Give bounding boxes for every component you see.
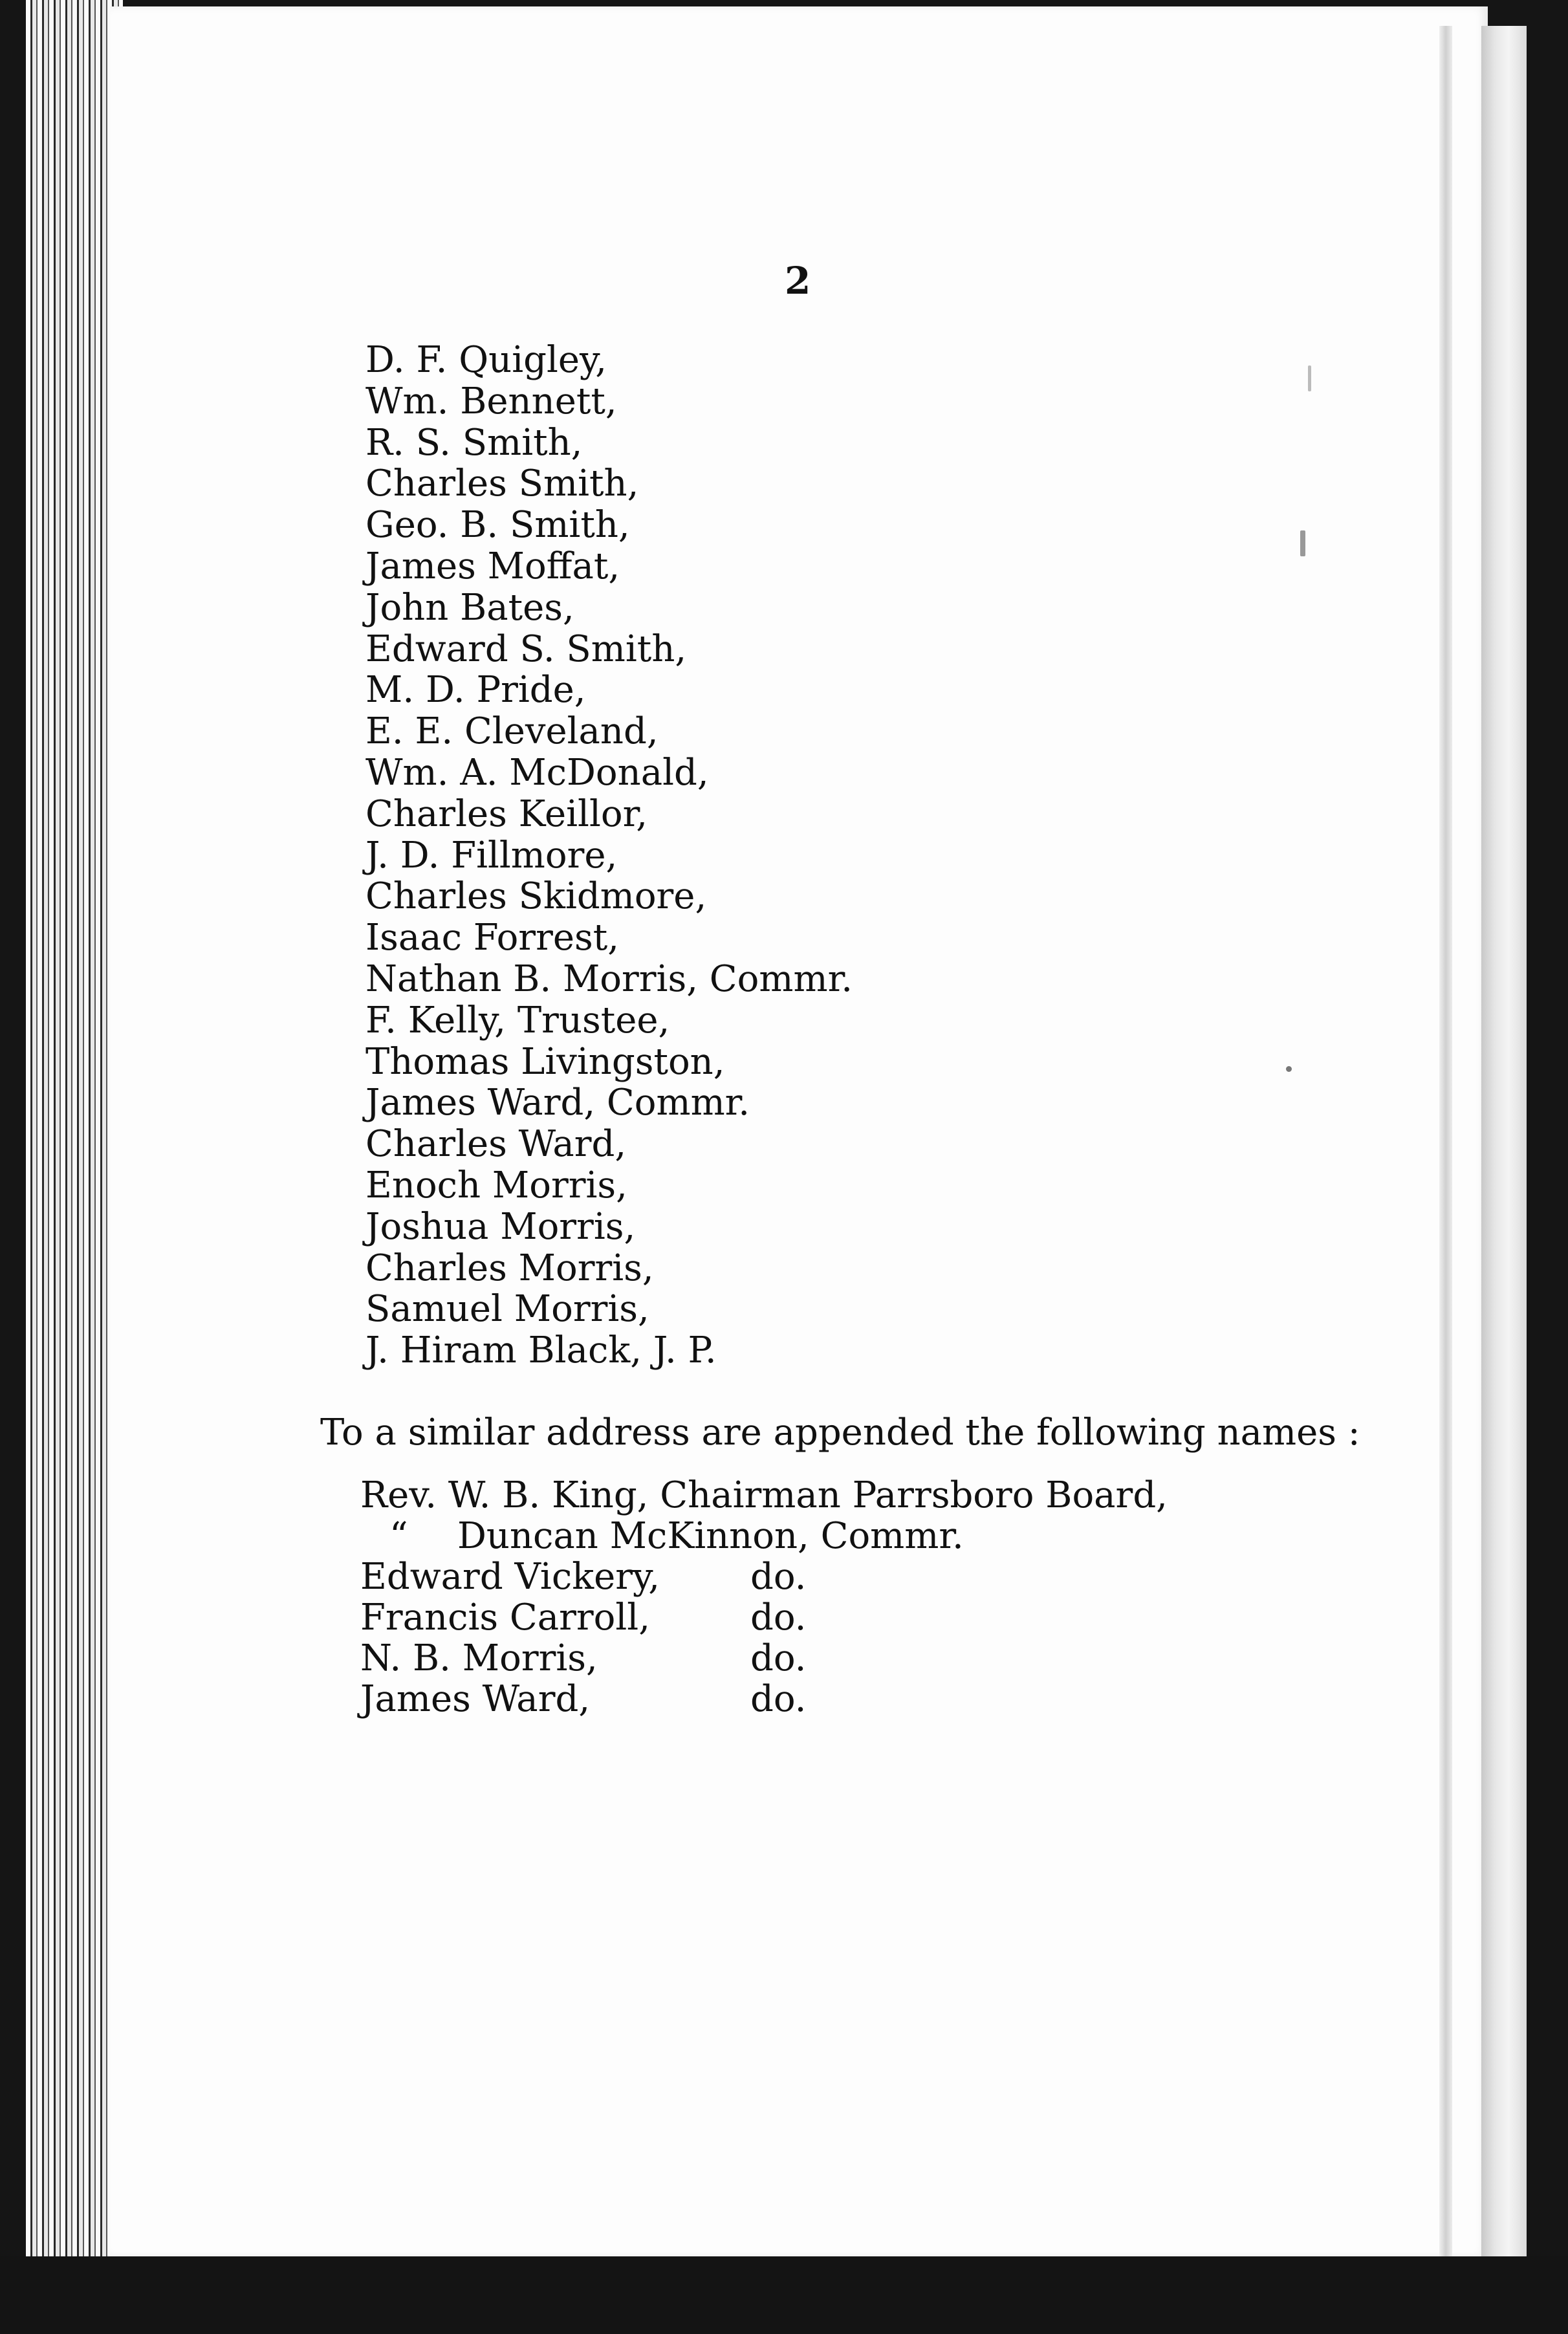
signatory-name: Edward S. Smith, — [365, 627, 687, 670]
appended-names-intro: To a similar address are appended the following names : — [320, 1412, 1360, 1454]
signatory-name: R. S. Smith, — [365, 421, 583, 464]
appended-role: do. — [750, 1597, 807, 1639]
scan-speck — [1308, 365, 1311, 391]
appended-role: do. — [750, 1556, 807, 1598]
scan-speck — [1286, 1066, 1292, 1072]
signatory-name: Samuel Morris, — [365, 1288, 649, 1331]
appended-name: N. B. Morris, — [360, 1637, 598, 1679]
signatory-name: Joshua Morris, — [365, 1205, 636, 1248]
signatory-name: J. D. Fillmore, — [365, 834, 618, 877]
signatory-name: Wm. Bennett, — [365, 380, 617, 422]
signatory-name: Nathan B. Morris, Commr. — [365, 957, 853, 1000]
scan-speck — [1300, 530, 1305, 556]
appended-role: do. — [750, 1678, 807, 1720]
signatory-name: Thomas Livingston, — [365, 1040, 725, 1083]
right-page-edge — [1481, 26, 1527, 2271]
signatory-name: James Ward, Commr. — [365, 1082, 750, 1124]
signatory-name: Charles Skidmore, — [365, 875, 707, 918]
signatory-name: John Bates, — [365, 586, 574, 629]
signatory-name: J. Hiram Black, J. P. — [365, 1329, 717, 1372]
signatory-name: Geo. B. Smith, — [365, 504, 630, 547]
signatory-name: D. F. Quigley, — [365, 339, 607, 381]
appended-role: do. — [750, 1637, 807, 1679]
signatory-name: Charles Ward, — [365, 1123, 627, 1166]
page-number: 2 — [785, 259, 811, 303]
signatory-name: Wm. A. McDonald, — [365, 751, 709, 794]
signatory-name: M. D. Pride, — [365, 669, 586, 712]
signatories-list — [365, 340, 853, 1371]
book-page-edges — [26, 0, 123, 2261]
signatory-name: James Moffat, — [365, 545, 620, 587]
signatory-name: Charles Smith, — [365, 463, 639, 505]
signatory-name: Enoch Morris, — [365, 1164, 627, 1206]
appended-chairman: Rev. W. B. King, Chairman Parrsboro Board, — [360, 1474, 1168, 1516]
scan-background-bottom — [0, 2256, 1568, 2334]
ditto-mark: “ — [389, 1515, 408, 1557]
right-page-shadow — [1439, 26, 1452, 2271]
signatory-name: E. E. Cleveland, — [365, 710, 659, 753]
appended-name: Edward Vickery, — [360, 1556, 660, 1598]
appended-name: Francis Carroll, — [360, 1597, 650, 1639]
appended-commissioner: Duncan McKinnon, Commr. — [457, 1515, 964, 1557]
signatory-name: Charles Morris, — [365, 1247, 654, 1289]
signatory-name: F. Kelly, Trustee, — [365, 999, 670, 1042]
appended-name: James Ward, — [360, 1678, 591, 1720]
signatory-name: Isaac Forrest, — [365, 917, 620, 959]
signatory-name: Charles Keillor, — [365, 792, 648, 835]
